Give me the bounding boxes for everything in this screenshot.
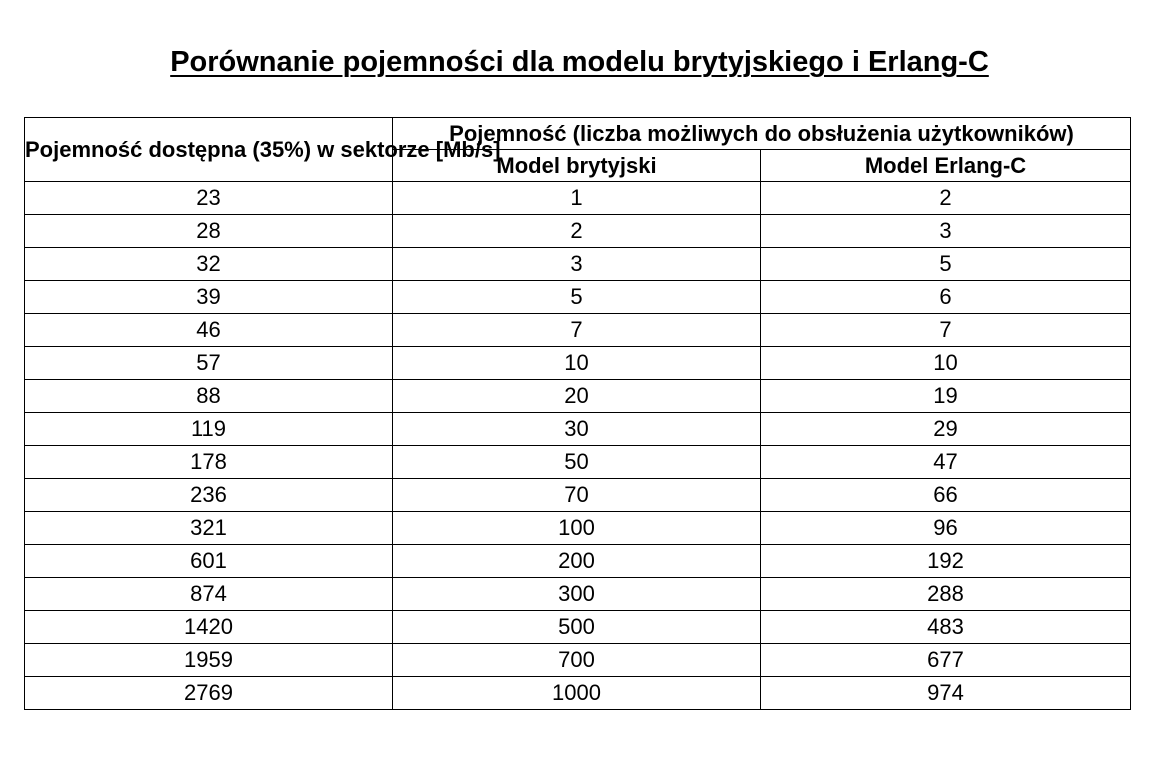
- table-row: [25, 545, 1131, 578]
- cell-british-model: 5: [393, 281, 761, 314]
- cell-capacity: 236: [25, 479, 393, 512]
- cell-erlang-c-model: 19: [761, 380, 1131, 413]
- cell-erlang-c-model: 3: [761, 215, 1131, 248]
- header-capacity: Pojemność dostępna (35%) w sektorze [Mb/s]: [25, 118, 393, 182]
- cell-erlang-c-model: 10: [761, 347, 1131, 380]
- table-row: [25, 578, 1131, 611]
- header-erlang-c-model: Model Erlang-C: [761, 150, 1131, 182]
- cell-capacity: 88: [25, 380, 393, 413]
- cell-british-model: 300: [393, 578, 761, 611]
- cell-erlang-c-model: 974: [761, 677, 1131, 710]
- cell-erlang-c-model: 288: [761, 578, 1131, 611]
- cell-erlang-c-model: 2: [761, 182, 1131, 215]
- cell-capacity: 23: [25, 182, 393, 215]
- cell-capacity: 601: [25, 545, 393, 578]
- cell-capacity: 874: [25, 578, 393, 611]
- cell-capacity: 321: [25, 512, 393, 545]
- cell-capacity: 46: [25, 314, 393, 347]
- table-header: [25, 118, 1131, 182]
- table-row: [25, 248, 1131, 281]
- table-row: [25, 347, 1131, 380]
- cell-british-model: 500: [393, 611, 761, 644]
- cell-british-model: 200: [393, 545, 761, 578]
- table-row: [25, 644, 1131, 677]
- cell-british-model: 50: [393, 446, 761, 479]
- cell-british-model: 7: [393, 314, 761, 347]
- cell-british-model: 30: [393, 413, 761, 446]
- header-user-capacity-group: Pojemność (liczba możliwych do obsłużenia użytkowników): [393, 118, 1131, 150]
- table-row: [25, 182, 1131, 215]
- cell-erlang-c-model: 66: [761, 479, 1131, 512]
- cell-british-model: 1000: [393, 677, 761, 710]
- header-row-top: [25, 118, 1131, 150]
- cell-capacity: 39: [25, 281, 393, 314]
- header-british-model: Model brytyjski: [393, 150, 761, 182]
- table-row: [25, 314, 1131, 347]
- cell-british-model: 700: [393, 644, 761, 677]
- table-body: [25, 182, 1131, 710]
- cell-british-model: 3: [393, 248, 761, 281]
- cell-british-model: 20: [393, 380, 761, 413]
- table-row: [25, 446, 1131, 479]
- cell-erlang-c-model: 7: [761, 314, 1131, 347]
- cell-erlang-c-model: 5: [761, 248, 1131, 281]
- table-row: [25, 479, 1131, 512]
- table-row: [25, 215, 1131, 248]
- table-row: [25, 281, 1131, 314]
- cell-erlang-c-model: 483: [761, 611, 1131, 644]
- cell-capacity: 178: [25, 446, 393, 479]
- table-row: [25, 677, 1131, 710]
- cell-erlang-c-model: 29: [761, 413, 1131, 446]
- cell-capacity: 119: [25, 413, 393, 446]
- cell-erlang-c-model: 47: [761, 446, 1131, 479]
- table-title: Porównanie pojemności dla modelu brytyjskiego i Erlang-C: [170, 46, 989, 78]
- cell-erlang-c-model: 677: [761, 644, 1131, 677]
- cell-british-model: 70: [393, 479, 761, 512]
- table-row: [25, 413, 1131, 446]
- cell-capacity: 1959: [25, 644, 393, 677]
- cell-british-model: 10: [393, 347, 761, 380]
- cell-british-model: 2: [393, 215, 761, 248]
- cell-capacity: 57: [25, 347, 393, 380]
- table-row: [25, 611, 1131, 644]
- cell-erlang-c-model: 192: [761, 545, 1131, 578]
- cell-erlang-c-model: 6: [761, 281, 1131, 314]
- table-row: [25, 512, 1131, 545]
- cell-british-model: 100: [393, 512, 761, 545]
- cell-capacity: 28: [25, 215, 393, 248]
- cell-erlang-c-model: 96: [761, 512, 1131, 545]
- cell-capacity: 1420: [25, 611, 393, 644]
- cell-capacity: 32: [25, 248, 393, 281]
- capacity-comparison-table: [24, 117, 1131, 710]
- table-row: [25, 380, 1131, 413]
- cell-british-model: 1: [393, 182, 761, 215]
- cell-capacity: 2769: [25, 677, 393, 710]
